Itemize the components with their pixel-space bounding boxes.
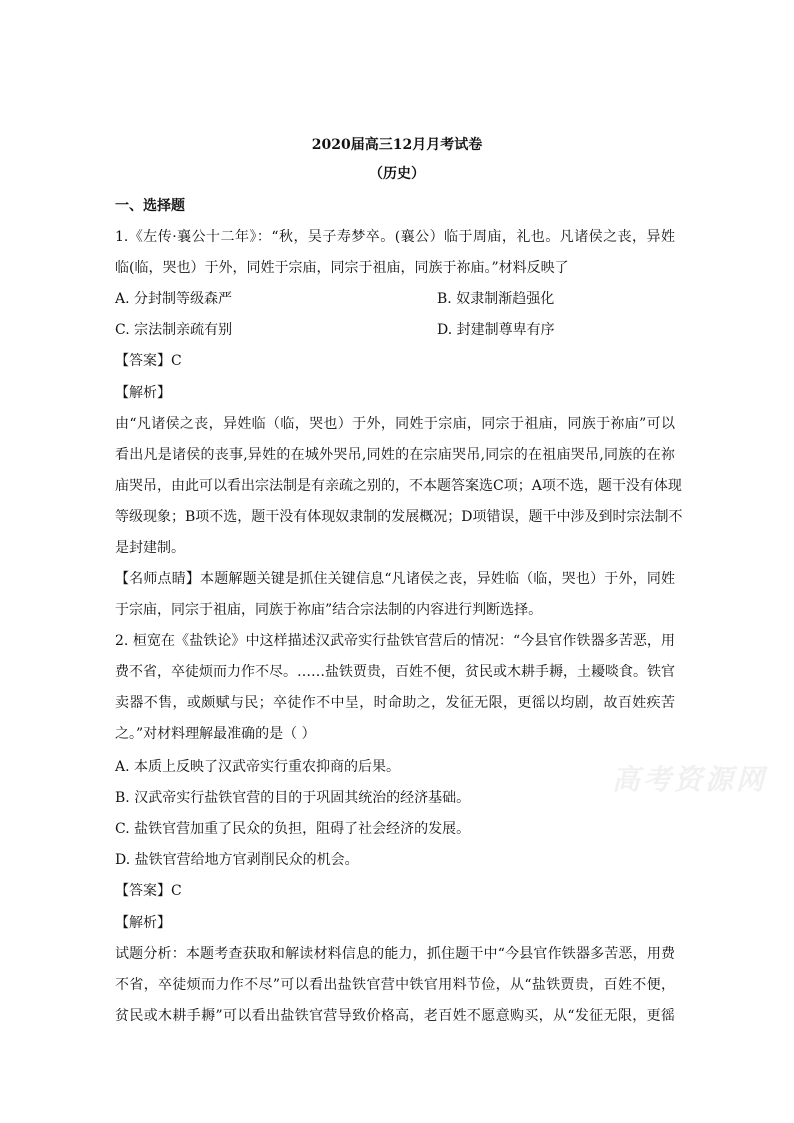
q2-stem-line-1: 2. 桓宽在《盐铁论》中这样描述汉武帝实行盐铁官营后的情况：“今县官作铁器多苦恶，用	[115, 633, 675, 649]
q1-explanation-line-1: 由“凡诸侯之丧，异姓临（临，哭也）于外，同姓于宗庙，同宗于祖庙，同族于祢庙”可以	[115, 416, 675, 432]
q1-explanation-line-4: 等级现象；B项不选，题干没有体现奴隶制的发展概况；D项错误，题干中涉及到时宗法制不	[115, 509, 683, 525]
section-heading: 一、选择题	[115, 198, 185, 214]
q1-option-d: D. 封建制尊卑有序	[437, 322, 555, 338]
exam-subject: （历史）	[369, 166, 425, 182]
q2-analysis-label: 【解析】	[115, 915, 171, 931]
q2-option-b: B. 汉武帝实行盐铁官营的目的于巩固其统治的经济基础。	[115, 790, 471, 806]
q1-explanation-line-2: 看出凡是诸侯的丧事,异姓的在城外哭吊,同姓的在宗庙哭吊,同宗的在祖庙哭吊,同族的在祢	[115, 447, 675, 463]
q2-explanation-line-1: 试题分析：本题考查获取和解读材料信息的能力，抓住题干中“今县官作铁器多苦恶，用费	[115, 946, 675, 962]
q2-answer: 【答案】C	[115, 883, 182, 899]
q1-option-c: C. 宗法制亲疏有别	[115, 322, 233, 338]
q2-option-a: A. 本质上反映了汉武帝实行重农抑商的后果。	[115, 759, 401, 775]
watermark: 高考资源网	[612, 763, 768, 796]
q1-stem-line-1: 1.《左传·襄公十二年》：“秋，吴子寿梦卒。(襄公）临于周庙，礼也。凡诸侯之丧，异姓	[115, 229, 675, 245]
q2-explanation-line-2: 不省，卒徒烦而力作不尽”可以看出盐铁官营中铁官用料节俭，从“盐铁贾贵，百姓不便，	[115, 977, 675, 993]
q2-stem-line-3: 卖器不售，或颇赋与民；卒徒作不中呈，时命助之，发征无限，更徭以均剧，故百姓疾苦	[115, 695, 675, 711]
exam-title: 2020届高三12月月考试卷	[311, 137, 483, 153]
q2-explanation-line-3: 贫民或木耕手耨”可以看出盐铁官营导致价格高，老百姓不愿意购买，从“发征无限，更徭	[115, 1008, 675, 1024]
q2-stem-line-4: 之。”对材料理解最准确的是（ ）	[115, 726, 316, 742]
q1-tip-line-2: 于宗庙，同宗于祖庙，同族于祢庙”结合宗法制的内容进行判断选择。	[115, 602, 543, 618]
q1-stem-line-2: 临(临，哭也）于外，同姓于宗庙，同宗于祖庙，同族于祢庙。”材料反映了	[115, 260, 569, 276]
q1-explanation-line-5: 是封建制。	[115, 540, 185, 556]
q2-option-c: C. 盐铁官营加重了民众的负担，阻碍了社会经济的发展。	[115, 821, 471, 837]
q1-answer: 【答案】C	[115, 353, 182, 369]
q2-option-d: D. 盐铁官营给地方官剥削民众的机会。	[115, 852, 359, 868]
q2-stem-line-2: 费不省，卒徒烦而力作不尽。……盐铁贾贵，百姓不便，贫民或木耕手耨，土耰啖食。铁官	[115, 664, 675, 680]
q1-option-a: A. 分封制等级森严	[115, 291, 233, 307]
q1-tip-line-1: 【名师点睛】本题解题关键是抓住关键信息“凡诸侯之丧，异姓临（临，哭也）于外，同姓	[115, 571, 675, 587]
q1-option-b: B. 奴隶制渐趋强化	[437, 291, 555, 307]
q1-explanation-line-3: 庙哭吊，由此可以看出宗法制是有亲疏之别的，不本题答案选C项；A项不选，题干没有体现	[115, 478, 682, 494]
q1-analysis-label: 【解析】	[115, 385, 171, 401]
